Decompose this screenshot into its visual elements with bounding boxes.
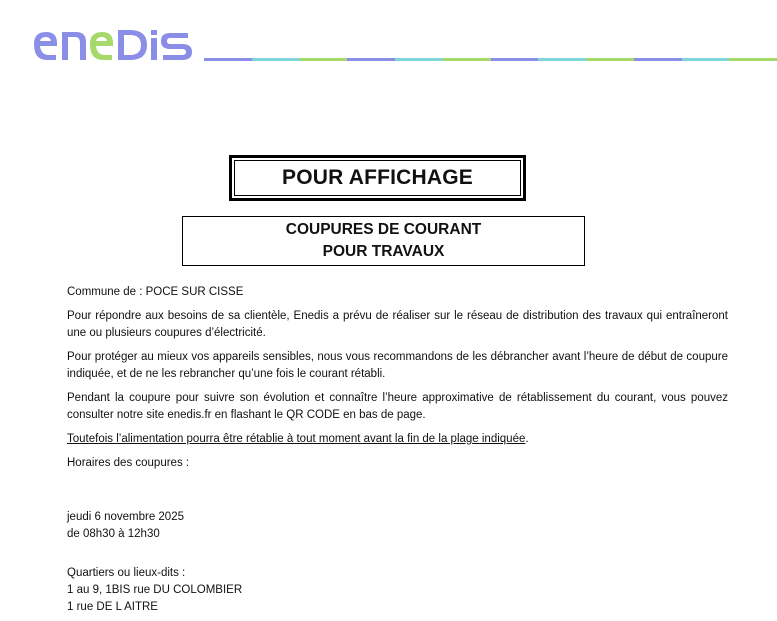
notice-title: POUR AFFICHAGE bbox=[234, 160, 521, 196]
enedis-logo bbox=[30, 26, 200, 64]
areas-label: Quartiers ou lieux-dits : bbox=[67, 567, 186, 579]
commune-line: Commune de : POCE SUR CISSE bbox=[67, 286, 244, 298]
notice-subtitle-line2: POUR TRAVAUX bbox=[322, 243, 445, 260]
warning-end: . bbox=[525, 433, 529, 445]
warning-text: Toutefois l’alimentation pourra être rétablie à tout moment avant la fin de la plage indiquée bbox=[67, 433, 526, 445]
area-item: 1 au 9, 1BIS rue DU COLOMBIER bbox=[67, 584, 243, 596]
enedis-logo-mark bbox=[30, 26, 200, 64]
header-divider bbox=[204, 58, 777, 61]
warning-line bbox=[67, 431, 728, 448]
paragraph-intro: Pour répondre aux besoins de sa clientèle, Enedis a prévu de réaliser sur le réseau de distribution des travaux qui entraîneront une ou plusieurs coupures d’électricité. bbox=[67, 310, 728, 339]
area-item: 1 rue DE L AITRE bbox=[67, 601, 158, 613]
notice-title-box bbox=[229, 155, 526, 201]
outage-time: de 08h30 à 12h30 bbox=[67, 528, 160, 540]
notice-body bbox=[67, 284, 728, 616]
paragraph-tracking: Pendant la coupure pour suivre son évolution et connaître l’heure approximative de rétablissement du courant, vous pouvez consulter notre site enedis.fr en flashant le QR CODE en bas de page. bbox=[67, 392, 728, 421]
outage-date: jeudi 6 novembre 2025 bbox=[67, 511, 184, 523]
notice-subtitle-line1: COUPURES DE COURANT bbox=[285, 221, 482, 238]
paragraph-advice: Pour protéger au mieux vos appareils sensibles, nous vous recommandons de les débrancher avant l’heure de début de coupure indiquée, et de ne les rebrancher qu’une fois le courant rétabli. bbox=[67, 351, 728, 380]
notice-subtitle-box bbox=[182, 216, 585, 266]
schedule-label: Horaires des coupures : bbox=[67, 457, 190, 469]
